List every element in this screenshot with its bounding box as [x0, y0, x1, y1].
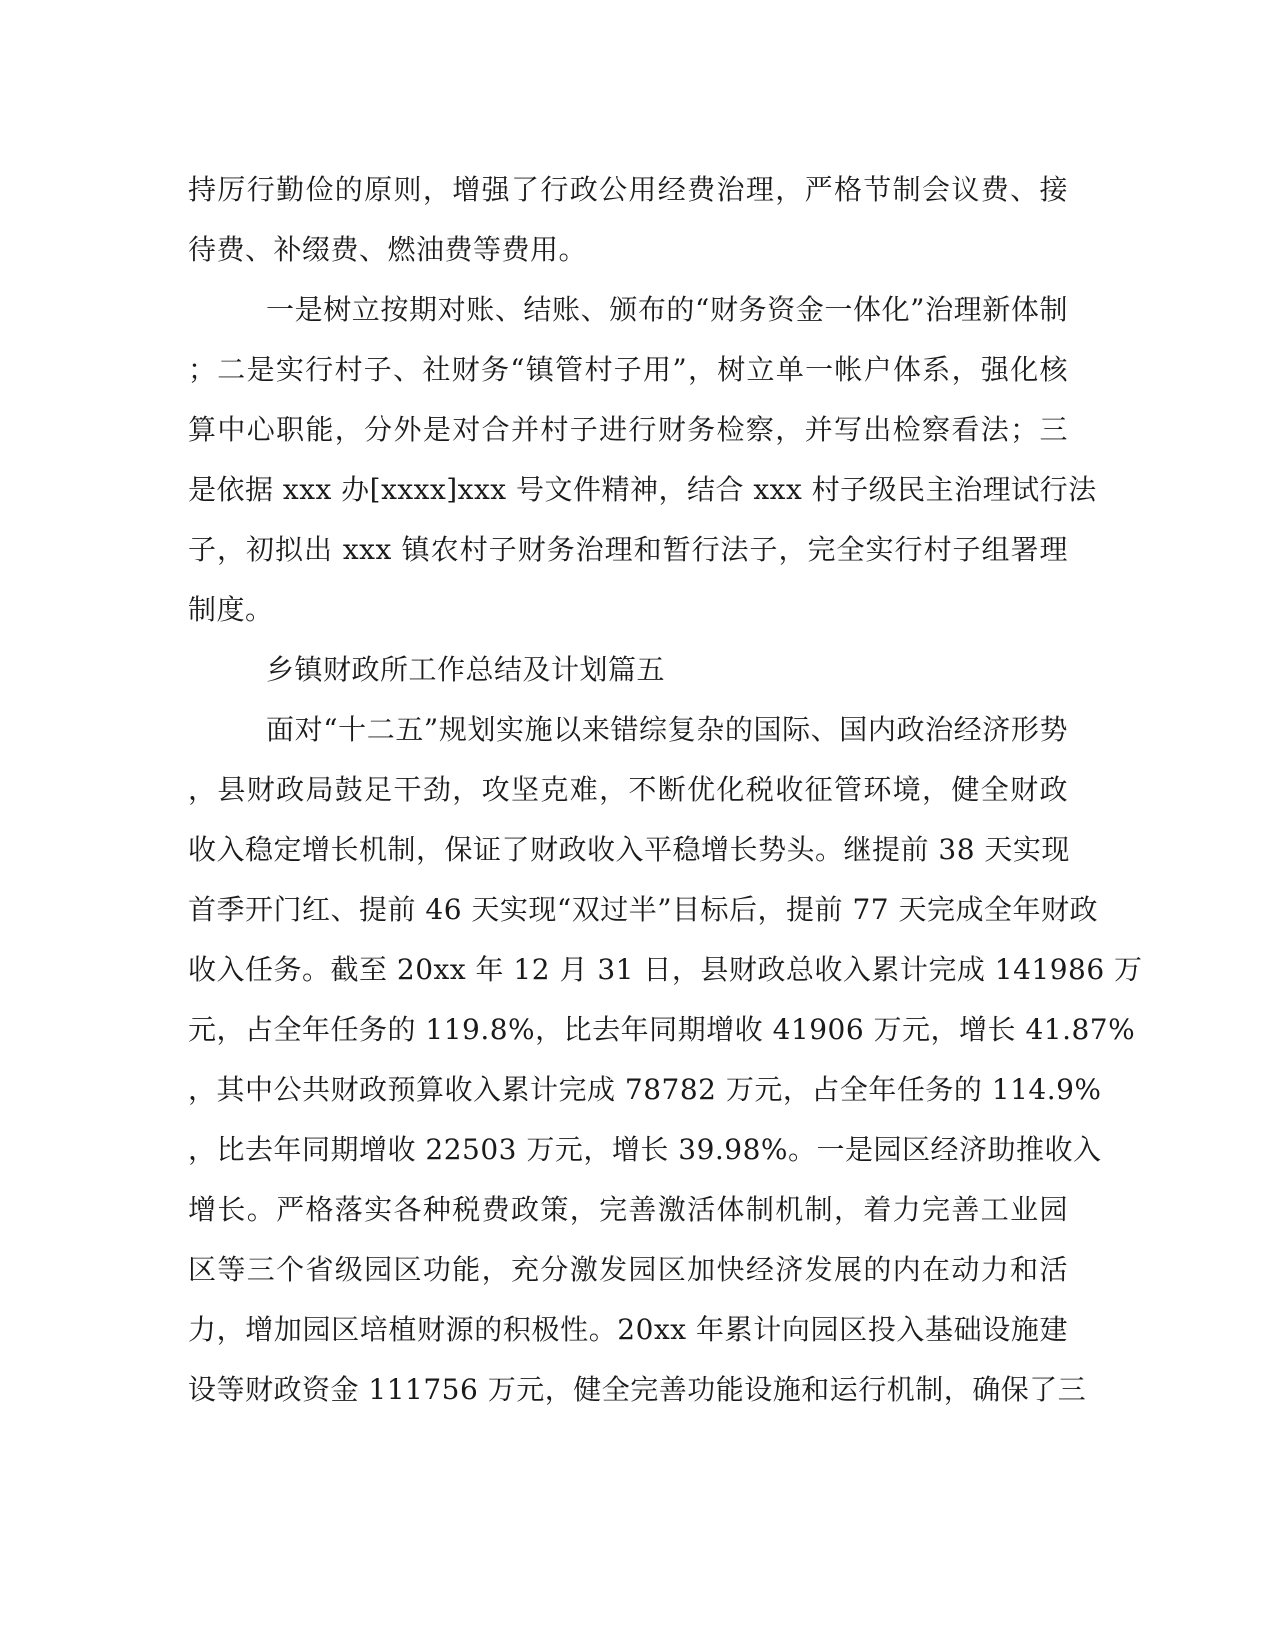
text-line: 是依据 xxx 办[xxxx]xxx 号文件精神，结合 xxx 村子级民主治理试行法 — [188, 473, 1097, 506]
text-line: ；二是实行村子、社财务“镇管村子用”，树立单一帐户体系，强化核 — [188, 353, 1068, 386]
text-line: 一是树立按期对账、结账、颁布的“财务资金一体化”治理新体制 — [266, 293, 1068, 326]
text-line: 设等财政资金 111756 万元，健全完善功能设施和运行机制，确保了三 — [188, 1373, 1087, 1406]
text-line: 乡镇财政所工作总结及计划篇五 — [266, 653, 666, 686]
text-line: 子，初拟出 xxx 镇农村子财务治理和暂行法子，完全实行村子组署理 — [188, 533, 1068, 566]
text-line: ，比去年同期增收 22503 万元，增长 39.98%。一是园区经济助推收入 — [188, 1133, 1102, 1166]
text-line: 力，增加园区培植财源的积极性。20xx 年累计向园区投入基础设施建 — [188, 1313, 1068, 1346]
text-line: 算中心职能，分外是对合并村子进行财务检察，并写出检察看法；三 — [188, 413, 1068, 446]
text-line: 收入任务。截至 20xx 年 12 月 31 日，县财政总收入累计完成 141986 万 — [188, 953, 1143, 986]
text-line: 持厉行勤俭的原则，增强了行政公用经费治理，严格节制会议费、接 — [188, 173, 1068, 206]
text-line: 区等三个省级园区功能，充分激发园区加快经济发展的内在动力和活 — [188, 1253, 1068, 1286]
text-line: 制度。 — [188, 593, 274, 626]
text-line: 待费、补缀费、燃油费等费用。 — [188, 233, 588, 266]
text-line: 面对“十二五”规划实施以来错综复杂的国际、国内政治经济形势 — [266, 713, 1068, 746]
text-line: 收入稳定增长机制，保证了财政收入平稳增长势头。继提前 38 天实现 — [188, 833, 1070, 866]
text-line: ，其中公共财政预算收入累计完成 78782 万元，占全年任务的 114.9% — [188, 1073, 1102, 1106]
document-body — [188, 160, 1143, 1420]
text-line: 增长。严格落实各种税费政策，完善激活体制机制，着力完善工业园 — [188, 1193, 1068, 1226]
text-line: 元，占全年任务的 119.8%，比去年同期增收 41906 万元，增长 41.87% — [188, 1013, 1136, 1046]
text-line: 首季开门红、提前 46 天实现“双过半”目标后，提前 77 天完成全年财政 — [188, 893, 1098, 926]
text-line: ，县财政局鼓足干劲，攻坚克难，不断优化税收征管环境，健全财政 — [188, 773, 1068, 806]
